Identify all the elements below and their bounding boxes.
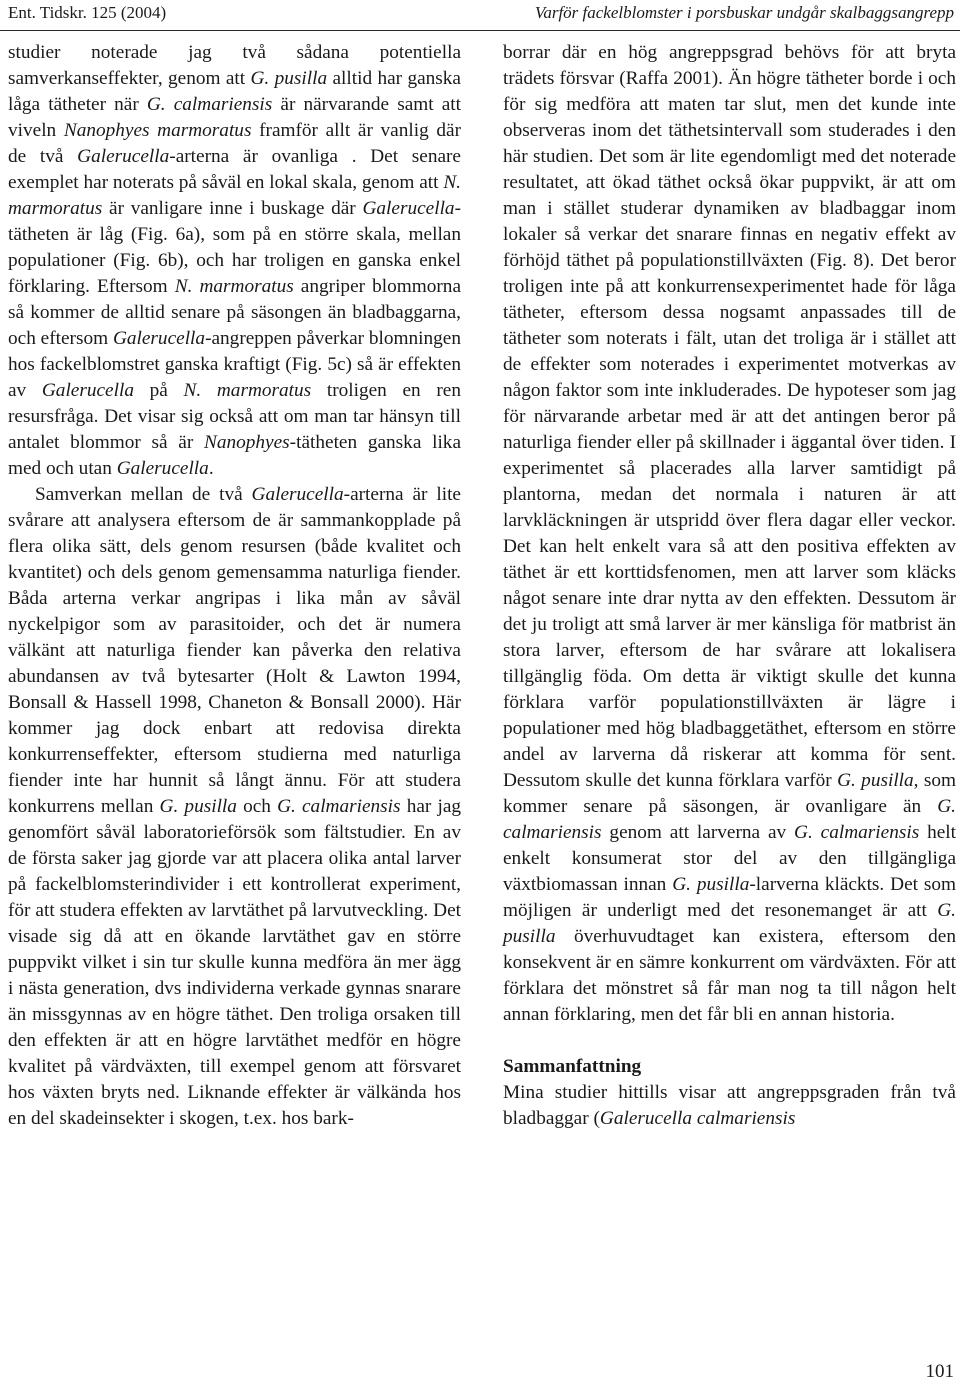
section-heading: Sammanfattning xyxy=(503,1056,642,1077)
running-title: Varför fackelblomster i porsbuskar undgår skalbaggsangrepp xyxy=(534,3,954,22)
paragraph: Mina studier hittills visar att angreppsgraden från två bladbaggar (Galerucella calmariensis xyxy=(503,1082,956,1129)
paragraph: borrar där en hög angreppsgrad behövs för att bryta trädets försvar (Raffa 2001). Än högre tätheter borde i och för sig medföra att maten tar slut, men det kunde inte observeras inom det täthetsintervall som studerades i den här studien. Det som är lite egendomligt med det noterade resultatet, att ökad täthet också ökar puppvikt, är att om man i stället studerar dynamiken av bladbaggar inom lokaler så verkar det snarare finnas en negativ effekt av förhöjd täthet på populationstillväxten (Fig. 8). Det beror troligen inte på att konkurrensexperimentet hade för låga tätheter, eftersom dessa nogsamt anpassades till de tätheter som noterats i fält, utan det troliga är i stället att de effekter som noterades i experimentet motverkas av någon faktor som inte inkluderades. De hypoteser som jag för närvarande arbetar med är att det antingen beror på naturliga fiender eller på skillnader i äggantal över tiden. I experimentet så placerades alla larver samtidigt på plantorna, medan det normala i naturen är att larvkläckningen är utspridd över flera dagar eller veckor. Det kan helt enkelt vara så att den positiva effekten av täthet är ett korttidsfenomen, men att larver som kläcks något senare inte drar nytta av den effekten. Dessutom är det ju troligt att små larver är mer känsliga för matbrist än stora larver, eftersom de har svårare att lokalisera tillgänglig föda. Om detta är viktigt skulle det kunna förklara varför populationstillväxten är lägre i populationer med hög bladbaggetäthet, eftersom en större andel av larverna då riskerar att komma för sent. Dessutom skulle det kunna förklara varför G. pusilla, som kommer senare på säsongen, är ovanligare än G. calmariensis genom att larverna av G. calmariensis helt enkelt konsumerat stor del av den tillgängliga växtbiomassan innan G. pusilla-larverna kläckts. Det som möjligen är underligt med det resonemanget är att G. pusilla överhuvudtaget kan existera, eftersom den konsekvent är en sämre konkurrent om värdväxten. För att förklara det mönstret så får man nog ta till någon helt annan förklaring, men det får bli en annan historia. xyxy=(503,42,957,1025)
left-column xyxy=(8,40,461,1132)
running-header xyxy=(0,0,960,31)
paragraph: Samverkan mellan de två Galerucella-arterna är lite svårare att analysera eftersom de är sammankopplade på flera olika sätt, dels genom resursen (både kvalitet och kvantitet) och dels genom gemensamma naturliga fiender. Båda arterna verkar angripas i lika mån av såväl nyckelpigor som av parasitoider, och det är numera välkänt att naturliga fiender kan påverka den relativa abundansen av två bytesarter (Holt & Lawton 1994, Bonsall & Hassell 1998, Chaneton & Bonsall 2000). Här kommer jag dock enbart att redovisa direkta konkurrenseffekter, eftersom studierna med naturliga fiender inte har hunnit så långt ännu. För att studera konkurrens mellan G. pusilla och G. calmariensis har jag genomfört såväl laboratorieförsök som fältstudier. En av de första saker jag gjorde var att placera olika antal larver på fackelblomsterindivider i ett kontrollerat experiment, för att studera effekten av larvtäthet på larvutveckling. Det visade sig då att en ökande larvtäthet gav en större puppvikt vilket i sin tur skulle kunna medföra än mer ägg i nästa generation, dvs individerna verkade gynnas snarare än missgynnas av en högre täthet. Den troliga orsaken till den effekten är att en högre larvtäthet medför en högre kvalitet på värdväxten, till exempel genom att försvaret hos växten bryts ned. Liknande effekter är välkända hos en del skadeinsekter i skogen, t.ex. hos bark- xyxy=(8,484,462,1129)
journal-citation: Ent. Tidskr. 125 (2004) xyxy=(8,3,167,22)
right-column xyxy=(503,40,956,1132)
paragraph: studier noterade jag två sådana potentiella samverkanseffekter, genom att G. pusilla alltid har ganska låga tätheter när G. calmariensis är närvarande samt att viveln Nanophyes marmoratus framför allt är vanlig där de två Galerucella-arterna är ovanliga . Det senare exemplet har noterats på såväl en lokal skala, genom att N. marmoratus är vanligare inne i buskage där Galerucella-tätheten är låg (Fig. 6a), som på en större skala, mellan populationer (Fig. 6b), och har troligen en ganska enkel förklaring. Eftersom N. marmoratus angriper blommorna så kommer de alltid senare på säsongen än bladbaggarna, och eftersom Galerucella-angreppen påverkar blomningen hos fackelblomstret ganska kraftigt (Fig. 5c) så är effekten av Galerucella på N. marmoratus troligen en ren resursfråga. Det visar sig också att om man tar hänsyn till antalet blommor så är Nanophyes-tätheten ganska lika med och utan Galerucella. xyxy=(8,42,462,479)
page-number: 101 xyxy=(925,1361,954,1382)
